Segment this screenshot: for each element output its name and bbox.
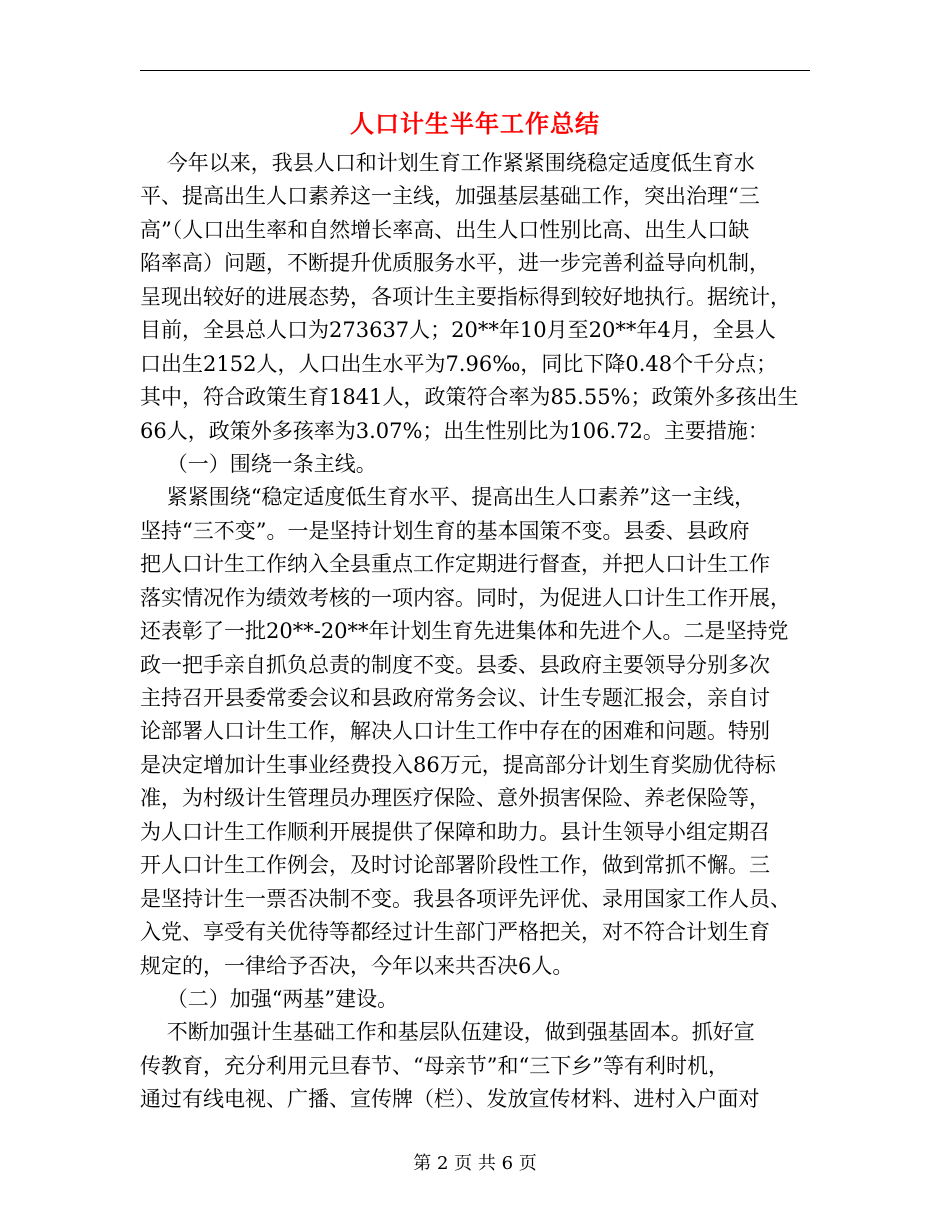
body-line: 陷率高）问题，不断提升优质服务水平，进一步完善利益导向机制，	[140, 251, 770, 276]
body-line: 是坚持计生一票否决制不变。我县各项评先评优、录用国家工作人员、	[140, 886, 791, 911]
body-line: 为人口计生工作顺利开展提供了保障和助力。县计生领导小组定期召	[140, 819, 770, 844]
body-line: 呈现出较好的进展态势，各项计生主要指标得到较好地执行。据统计，	[140, 284, 791, 309]
body-line: 准，为村级计生管理员办理医疗保险、意外损害保险、养老保险等，	[140, 786, 770, 811]
body-line: 规定的，一律给予否决，今年以来共否决6人。	[140, 953, 574, 978]
body-line: 开人口计生工作例会，及时讨论部署阶段性工作，做到常抓不懈。三	[140, 853, 770, 878]
page-number-footer: 第 2 页 共 6 页	[413, 1153, 537, 1174]
body-line: 平、提高出生人口素养这一主线，加强基层基础工作，突出治理“三	[140, 184, 760, 209]
body-line: 66人，政策外多孩率为3.07%；出生性别比为106.72。主要措施：	[140, 418, 769, 443]
document-body	[140, 147, 810, 1117]
body-line: 目前，全县总人口为273637人；20**年10月至20**年4月，全县人	[140, 318, 776, 343]
body-line: 论部署人口计生工作，解决人口计生工作中存在的困难和问题。特别	[140, 719, 770, 744]
header-rule	[140, 70, 810, 71]
body-line: 坚持“三不变”。一是坚持计划生育的基本国策不变。县委、县政府	[140, 518, 750, 543]
body-line: 把人口计生工作纳入全县重点工作定期进行督查，并把人口计生工作	[140, 552, 770, 577]
body-line: 口出生2152人，人口出生水平为7.96‰，同比下降0.48个千分点；	[140, 351, 778, 376]
body-line: 是决定增加计生事业经费投入86万元，提高部分计划生育奖励优待标	[140, 752, 776, 777]
body-line: 主持召开县委常委会议和县政府常务会议、计生专题汇报会，亲自讨	[140, 686, 770, 710]
section-heading: （二）加强“两基”建设。	[140, 986, 399, 1011]
body-line: 传教育，充分利用元旦春节、“母亲节”和“三下乡”等有利时机，	[140, 1053, 729, 1078]
body-line: 落实情况作为绩效考核的一项内容。同时，为促进人口计生工作开展，	[140, 585, 791, 610]
body-line: 今年以来，我县人口和计划生育工作紧紧围绕稳定适度低生育水	[140, 151, 755, 175]
body-line: 不断加强计生基础工作和基层队伍建设，做到强基固本。抓好宣	[140, 1020, 755, 1045]
section-heading: （一）围绕一条主线。	[140, 451, 377, 476]
body-line: 还表彰了一批20**-20**年计划生育先进集体和先进个人。二是坚持党	[140, 619, 789, 644]
document-title: 人口计生半年工作总结	[350, 110, 600, 138]
body-line: 高”（人口出生率和自然增长率高、出生人口性别比高、出生人口缺	[140, 217, 750, 242]
body-line: 紧紧围绕“稳定适度低生育水平、提高出生人口素养”这一主线，	[140, 485, 756, 510]
body-line: 政一把手亲自抓负总责的制度不变。县委、县政府主要领导分别多次	[140, 652, 770, 677]
body-line: 通过有线电视、广播、宣传牌（栏）、发放宣传材料、进村入户面对	[140, 1087, 760, 1112]
body-line: 入党、享受有关优待等都经过计生部门严格把关，对不符合计划生育	[140, 920, 770, 945]
body-line: 其中，符合政策生育1841人，政策符合率为85.55%；政策外多孩出生	[140, 385, 799, 410]
